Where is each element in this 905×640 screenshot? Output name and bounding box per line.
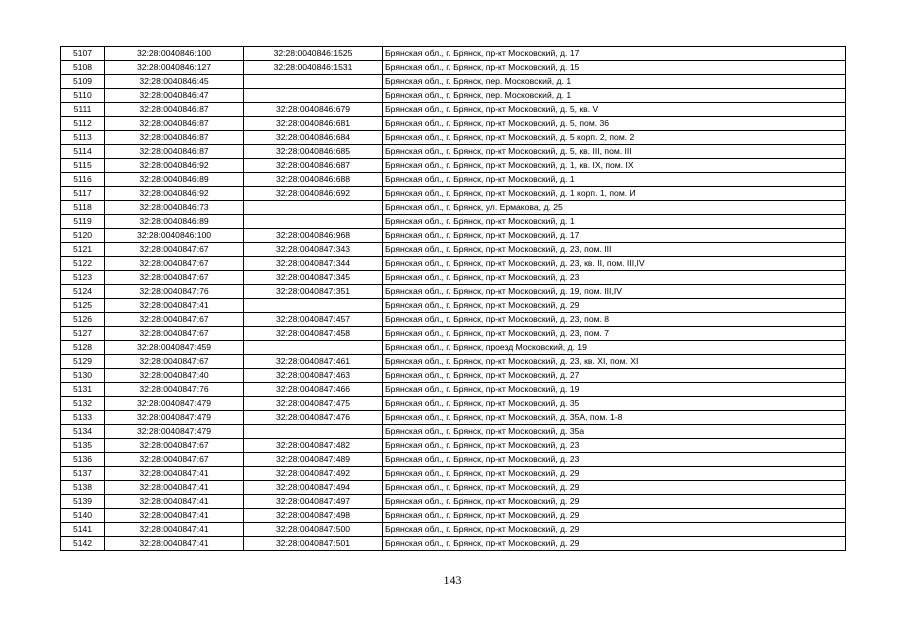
table-row — [61, 439, 846, 453]
table-row — [61, 383, 846, 397]
row-number-cell: 5135 — [61, 439, 105, 453]
land-plot-number-cell: 32:28:0040847:479 — [105, 397, 244, 411]
object-number-cell: 32:28:0040846:1525 — [244, 47, 383, 61]
address-cell: Брянская обл., г. Брянск, пр-кт Московский, д. 1, кв. IX, пом. IX — [383, 159, 846, 173]
table-row — [61, 187, 846, 201]
land-plot-number-cell: 32:28:0040846:89 — [105, 173, 244, 187]
object-number-cell: 32:28:0040846:687 — [244, 159, 383, 173]
row-number-cell: 5138 — [61, 481, 105, 495]
table-row — [61, 425, 846, 439]
address-cell: Брянская обл., г. Брянск, проезд Московский, д. 19 — [383, 341, 846, 355]
row-number-cell: 5140 — [61, 509, 105, 523]
row-number-cell: 5136 — [61, 453, 105, 467]
table-row — [61, 257, 846, 271]
address-cell: Брянская обл., г. Брянск, пр-кт Московский, д. 29 — [383, 467, 846, 481]
object-number-cell: 32:28:0040847:461 — [244, 355, 383, 369]
land-plot-number-cell: 32:28:0040847:479 — [105, 411, 244, 425]
land-plot-number-cell: 32:28:0040847:41 — [105, 481, 244, 495]
address-cell: Брянская обл., г. Брянск, пр-кт Московский, д. 1 корп. 1, пом. И — [383, 187, 846, 201]
land-plot-number-cell: 32:28:0040847:67 — [105, 355, 244, 369]
row-number-cell: 5123 — [61, 271, 105, 285]
table-row — [61, 215, 846, 229]
land-plot-number-cell: 32:28:0040847:41 — [105, 523, 244, 537]
object-number-cell — [244, 425, 383, 439]
address-cell: Брянская обл., г. Брянск, пр-кт Московский, д. 19, пом. III,IV — [383, 285, 846, 299]
row-number-cell: 5128 — [61, 341, 105, 355]
address-cell: Брянская обл., г. Брянск, пр-кт Московский, д. 23 — [383, 439, 846, 453]
row-number-cell: 5109 — [61, 75, 105, 89]
cadastral-table — [60, 46, 846, 551]
land-plot-number-cell: 32:28:0040847:67 — [105, 313, 244, 327]
row-number-cell: 5125 — [61, 299, 105, 313]
table-row — [61, 173, 846, 187]
address-cell: Брянская обл., г. Брянск, пр-кт Московский, д. 17 — [383, 47, 846, 61]
land-plot-number-cell: 32:28:0040846:100 — [105, 229, 244, 243]
table-row — [61, 201, 846, 215]
table-row — [61, 467, 846, 481]
row-number-cell: 5134 — [61, 425, 105, 439]
table-row — [61, 523, 846, 537]
table-row — [61, 509, 846, 523]
land-plot-number-cell: 32:28:0040846:87 — [105, 131, 244, 145]
land-plot-number-cell: 32:28:0040847:76 — [105, 285, 244, 299]
object-number-cell: 32:28:0040847:344 — [244, 257, 383, 271]
object-number-cell: 32:28:0040847:458 — [244, 327, 383, 341]
row-number-cell: 5107 — [61, 47, 105, 61]
row-number-cell: 5117 — [61, 187, 105, 201]
address-cell: Брянская обл., г. Брянск, пр-кт Московский, д. 35 — [383, 397, 846, 411]
row-number-cell: 5113 — [61, 131, 105, 145]
table-row — [61, 481, 846, 495]
land-plot-number-cell: 32:28:0040846:127 — [105, 61, 244, 75]
land-plot-number-cell: 32:28:0040847:41 — [105, 537, 244, 551]
table-row — [61, 341, 846, 355]
address-cell: Брянская обл., г. Брянск, пр-кт Московский, д. 23, пом. III — [383, 243, 846, 257]
object-number-cell: 32:28:0040846:1531 — [244, 61, 383, 75]
row-number-cell: 5132 — [61, 397, 105, 411]
land-plot-number-cell: 32:28:0040847:479 — [105, 425, 244, 439]
land-plot-number-cell: 32:28:0040847:41 — [105, 299, 244, 313]
object-number-cell: 32:28:0040846:685 — [244, 145, 383, 159]
address-cell: Брянская обл., г. Брянск, пер. Московский, д. 1 — [383, 89, 846, 103]
row-number-cell: 5122 — [61, 257, 105, 271]
land-plot-number-cell: 32:28:0040846:87 — [105, 145, 244, 159]
land-plot-number-cell: 32:28:0040847:40 — [105, 369, 244, 383]
object-number-cell: 32:28:0040847:476 — [244, 411, 383, 425]
object-number-cell — [244, 75, 383, 89]
document-page — [60, 46, 845, 551]
address-cell: Брянская обл., г. Брянск, пр-кт Московский, д. 5, пом. 36 — [383, 117, 846, 131]
object-number-cell: 32:28:0040847:482 — [244, 439, 383, 453]
address-cell: Брянская обл., г. Брянск, пр-кт Московский, д. 29 — [383, 537, 846, 551]
address-cell: Брянская обл., г. Брянск, пр-кт Московский, д. 29 — [383, 523, 846, 537]
land-plot-number-cell: 32:28:0040847:76 — [105, 383, 244, 397]
land-plot-number-cell: 32:28:0040847:67 — [105, 327, 244, 341]
object-number-cell: 32:28:0040847:463 — [244, 369, 383, 383]
land-plot-number-cell: 32:28:0040847:67 — [105, 453, 244, 467]
address-cell: Брянская обл., г. Брянск, пер. Московский, д. 1 — [383, 75, 846, 89]
address-cell: Брянская обл., г. Брянск, пр-кт Московский, д. 23 — [383, 271, 846, 285]
table-row — [61, 117, 846, 131]
land-plot-number-cell: 32:28:0040846:92 — [105, 187, 244, 201]
table-row — [61, 243, 846, 257]
table-row — [61, 285, 846, 299]
address-cell: Брянская обл., г. Брянск, пр-кт Московский, д. 5 корп. 2, пом. 2 — [383, 131, 846, 145]
row-number-cell: 5110 — [61, 89, 105, 103]
object-number-cell: 32:28:0040847:343 — [244, 243, 383, 257]
table-row — [61, 355, 846, 369]
address-cell: Брянская обл., г. Брянск, пр-кт Московский, д. 23 — [383, 453, 846, 467]
object-number-cell: 32:28:0040847:501 — [244, 537, 383, 551]
address-cell: Брянская обл., г. Брянск, пр-кт Московский, д. 23, пом. 8 — [383, 313, 846, 327]
object-number-cell — [244, 341, 383, 355]
row-number-cell: 5111 — [61, 103, 105, 117]
object-number-cell: 32:28:0040847:351 — [244, 285, 383, 299]
address-cell: Брянская обл., г. Брянск, пр-кт Московский, д. 1 — [383, 215, 846, 229]
address-cell: Брянская обл., г. Брянск, пр-кт Московский, д. 29 — [383, 495, 846, 509]
address-cell: Брянская обл., г. Брянск, пр-кт Московский, д. 23, кв. II, пом. III,IV — [383, 257, 846, 271]
object-number-cell: 32:28:0040847:500 — [244, 523, 383, 537]
object-number-cell: 32:28:0040847:498 — [244, 509, 383, 523]
row-number-cell: 5115 — [61, 159, 105, 173]
row-number-cell: 5139 — [61, 495, 105, 509]
object-number-cell: 32:28:0040846:681 — [244, 117, 383, 131]
land-plot-number-cell: 32:28:0040847:459 — [105, 341, 244, 355]
table-row — [61, 537, 846, 551]
table-row — [61, 369, 846, 383]
address-cell: Брянская обл., г. Брянск, ул. Ермакова, д. 25 — [383, 201, 846, 215]
land-plot-number-cell: 32:28:0040847:41 — [105, 467, 244, 481]
row-number-cell: 5114 — [61, 145, 105, 159]
address-cell: Брянская обл., г. Брянск, пр-кт Московский, д. 27 — [383, 369, 846, 383]
object-number-cell: 32:28:0040847:497 — [244, 495, 383, 509]
object-number-cell: 32:28:0040847:492 — [244, 467, 383, 481]
object-number-cell: 32:28:0040846:688 — [244, 173, 383, 187]
table-row — [61, 495, 846, 509]
address-cell: Брянская обл., г. Брянск, пр-кт Московский, д. 5, кв. III, пом. III — [383, 145, 846, 159]
land-plot-number-cell: 32:28:0040847:41 — [105, 495, 244, 509]
row-number-cell: 5133 — [61, 411, 105, 425]
row-number-cell: 5121 — [61, 243, 105, 257]
address-cell: Брянская обл., г. Брянск, пр-кт Московский, д. 17 — [383, 229, 846, 243]
object-number-cell: 32:28:0040847:494 — [244, 481, 383, 495]
land-plot-number-cell: 32:28:0040847:67 — [105, 271, 244, 285]
table-row — [61, 271, 846, 285]
object-number-cell — [244, 299, 383, 313]
row-number-cell: 5112 — [61, 117, 105, 131]
object-number-cell: 32:28:0040847:489 — [244, 453, 383, 467]
table-row — [61, 397, 846, 411]
land-plot-number-cell: 32:28:0040846:87 — [105, 103, 244, 117]
row-number-cell: 5116 — [61, 173, 105, 187]
page-number: 143 — [443, 573, 462, 587]
table-row — [61, 299, 846, 313]
address-cell: Брянская обл., г. Брянск, пр-кт Московский, д. 23, пом. 7 — [383, 327, 846, 341]
row-number-cell: 5120 — [61, 229, 105, 243]
row-number-cell: 5141 — [61, 523, 105, 537]
table-row — [61, 313, 846, 327]
row-number-cell: 5126 — [61, 313, 105, 327]
land-plot-number-cell: 32:28:0040847:67 — [105, 243, 244, 257]
table-row — [61, 145, 846, 159]
table-row — [61, 453, 846, 467]
row-number-cell: 5131 — [61, 383, 105, 397]
object-number-cell: 32:28:0040846:692 — [244, 187, 383, 201]
object-number-cell — [244, 89, 383, 103]
address-cell: Брянская обл., г. Брянск, пр-кт Московский, д. 23, кв. XI, пом. XI — [383, 355, 846, 369]
table-row — [61, 411, 846, 425]
address-cell: Брянская обл., г. Брянск, пр-кт Московский, д. 19 — [383, 383, 846, 397]
land-plot-number-cell: 32:28:0040846:47 — [105, 89, 244, 103]
row-number-cell: 5127 — [61, 327, 105, 341]
object-number-cell: 32:28:0040846:679 — [244, 103, 383, 117]
row-number-cell: 5129 — [61, 355, 105, 369]
address-cell: Брянская обл., г. Брянск, пр-кт Московский, д. 29 — [383, 509, 846, 523]
row-number-cell: 5108 — [61, 61, 105, 75]
table-body — [61, 47, 846, 551]
address-cell: Брянская обл., г. Брянск, пр-кт Московский, д. 35а — [383, 425, 846, 439]
table-row — [61, 89, 846, 103]
object-number-cell — [244, 201, 383, 215]
address-cell: Брянская обл., г. Брянск, пр-кт Московский, д. 5, кв. V — [383, 103, 846, 117]
address-cell: Брянская обл., г. Брянск, пр-кт Московский, д. 1 — [383, 173, 846, 187]
object-number-cell: 32:28:0040847:475 — [244, 397, 383, 411]
table-row — [61, 327, 846, 341]
table-row — [61, 159, 846, 173]
address-cell: Брянская обл., г. Брянск, пр-кт Московский, д. 35А, пом. 1-8 — [383, 411, 846, 425]
table-row — [61, 131, 846, 145]
address-cell: Брянская обл., г. Брянск, пр-кт Московский, д. 15 — [383, 61, 846, 75]
land-plot-number-cell: 32:28:0040846:45 — [105, 75, 244, 89]
table-row — [61, 229, 846, 243]
land-plot-number-cell: 32:28:0040846:100 — [105, 47, 244, 61]
land-plot-number-cell: 32:28:0040846:73 — [105, 201, 244, 215]
object-number-cell: 32:28:0040846:684 — [244, 131, 383, 145]
row-number-cell: 5124 — [61, 285, 105, 299]
land-plot-number-cell: 32:28:0040846:92 — [105, 159, 244, 173]
row-number-cell: 5137 — [61, 467, 105, 481]
object-number-cell: 32:28:0040847:466 — [244, 383, 383, 397]
land-plot-number-cell: 32:28:0040847:41 — [105, 509, 244, 523]
address-cell: Брянская обл., г. Брянск, пр-кт Московский, д. 29 — [383, 299, 846, 313]
land-plot-number-cell: 32:28:0040847:67 — [105, 439, 244, 453]
object-number-cell: 32:28:0040847:457 — [244, 313, 383, 327]
land-plot-number-cell: 32:28:0040846:89 — [105, 215, 244, 229]
table-row — [61, 75, 846, 89]
object-number-cell: 32:28:0040846:968 — [244, 229, 383, 243]
land-plot-number-cell: 32:28:0040847:67 — [105, 257, 244, 271]
object-number-cell: 32:28:0040847:345 — [244, 271, 383, 285]
row-number-cell: 5130 — [61, 369, 105, 383]
table-row — [61, 61, 846, 75]
row-number-cell: 5142 — [61, 537, 105, 551]
table-row — [61, 47, 846, 61]
address-cell: Брянская обл., г. Брянск, пр-кт Московский, д. 29 — [383, 481, 846, 495]
land-plot-number-cell: 32:28:0040846:87 — [105, 117, 244, 131]
row-number-cell: 5118 — [61, 201, 105, 215]
table-row — [61, 103, 846, 117]
row-number-cell: 5119 — [61, 215, 105, 229]
object-number-cell — [244, 215, 383, 229]
